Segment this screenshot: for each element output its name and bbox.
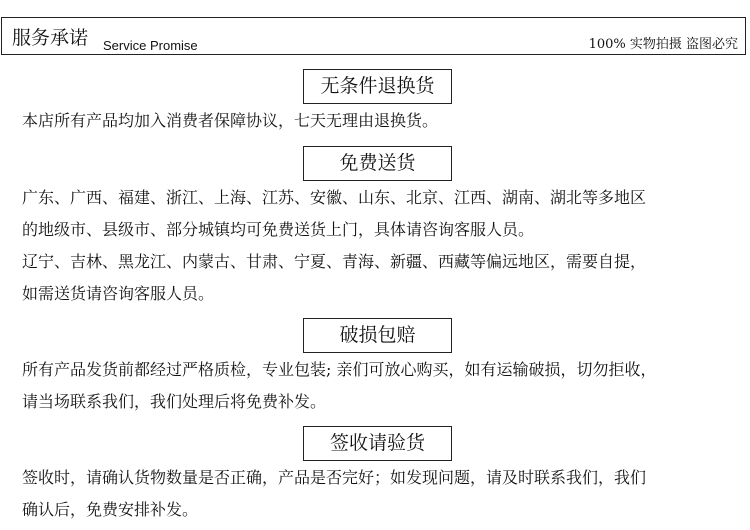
- page-subtitle: Service Promise: [103, 38, 198, 53]
- section-text-inspect-on-receipt: 签收时，请确认货物数量是否正确，产品是否完好；如发现问题，请及时联系我们，我们: [22, 468, 647, 487]
- section-text-damage-compensation: 所有产品发货前都经过严格质检，专业包装; 亲们可放心购买，如有运输破损，切勿拒收，: [22, 360, 657, 379]
- page-title: 服务承诺: [12, 27, 89, 49]
- section-heading-inspect-on-receipt: 签收请验货: [303, 426, 452, 461]
- section-text-returns: 本店所有产品均加入消费者保障协议，七天无理由退换货。: [22, 111, 439, 130]
- header-note: 100% 实物拍摄 盗图必究: [588, 37, 738, 52]
- section-text-damage-compensation: 请当场联系我们，我们处理后将免费补发。: [22, 392, 327, 411]
- section-text-free-delivery: 辽宁、吉林、黑龙江、内蒙古、甘肃、宁夏、青海、新疆、西藏等偏远地区，需要自提，: [22, 252, 647, 271]
- section-heading-returns: 无条件退换货: [303, 69, 452, 104]
- section-text-free-delivery: 的地级市、县级市、部分城镇均可免费送货上门，具体请咨询客服人员。: [22, 220, 535, 239]
- section-text-free-delivery: 如需送货请咨询客服人员。: [22, 284, 215, 303]
- section-text-inspect-on-receipt: 确认后，免费安排补发。: [22, 500, 199, 519]
- section-heading-free-delivery: 免费送货: [303, 146, 452, 181]
- section-heading-damage-compensation: 破损包赔: [303, 318, 452, 353]
- page-header: [1, 17, 746, 55]
- section-text-free-delivery: 广东、广西、福建、浙江、上海、江苏、安徽、山东、北京、江西、湖南、湖北等多地区: [22, 188, 647, 207]
